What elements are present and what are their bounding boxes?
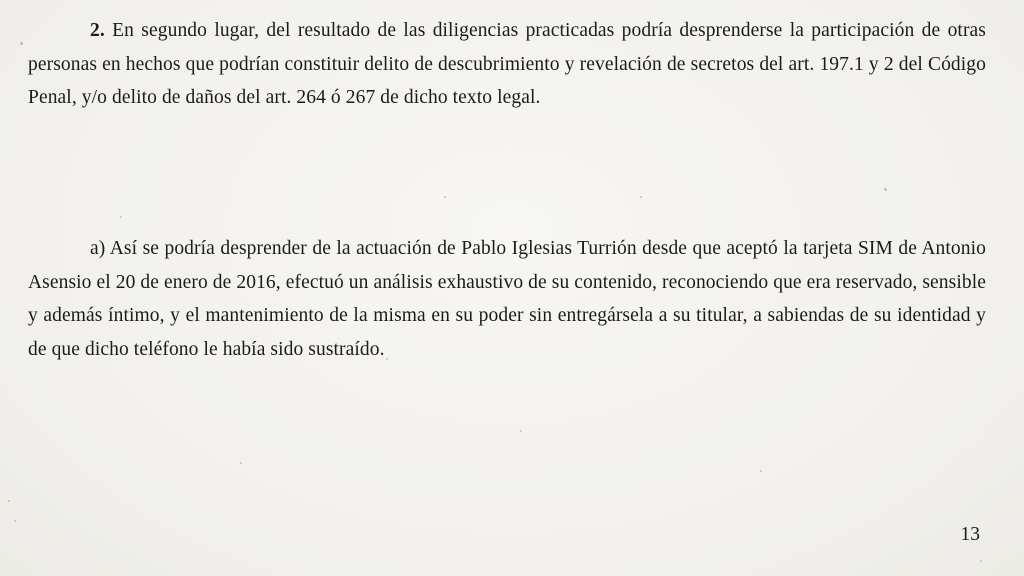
scan-speck: [640, 196, 642, 198]
scan-speck: [240, 462, 242, 464]
page-number: 13: [960, 524, 980, 545]
paragraph-2-text: En segundo lugar, del resultado de las diligencias practicadas podría desprenderse la participación de otras personas en hechos que podrían constituir delito de descubrimiento y revelación de secretos del art. 197.1 y 2 del Código Penal, y/o delito de daños del art. 264 ó 267 de dicho texto legal.: [28, 20, 986, 108]
scan-speck: [884, 188, 887, 191]
scan-speck: [520, 430, 522, 432]
paragraph-a: [28, 232, 986, 366]
scan-speck: [14, 520, 16, 522]
scan-speck: [444, 196, 446, 198]
scan-speck: [20, 42, 23, 45]
paragraph-a-text: a) Así se podría desprender de la actuación de Pablo Iglesias Turrión desde que aceptó la tarjeta SIM de Antonio Asensio el 20 de enero de 2016, efectuó un análisis exhaustivo de su contenido, reconociendo que era reservado, sensible y además íntimo, y el mantenimiento de la misma en su poder sin entregársela a su titular, a sabiendas de su identidad y de que dicho teléfono le había sido sustraído.: [28, 238, 986, 360]
scan-speck: [120, 216, 122, 218]
paragraph-number: 2.: [90, 20, 105, 41]
scan-speck: [386, 358, 388, 360]
scan-speck: [980, 560, 982, 562]
paragraph-2: [28, 14, 986, 115]
scan-speck: [8, 500, 10, 502]
scan-speck: [760, 470, 762, 472]
